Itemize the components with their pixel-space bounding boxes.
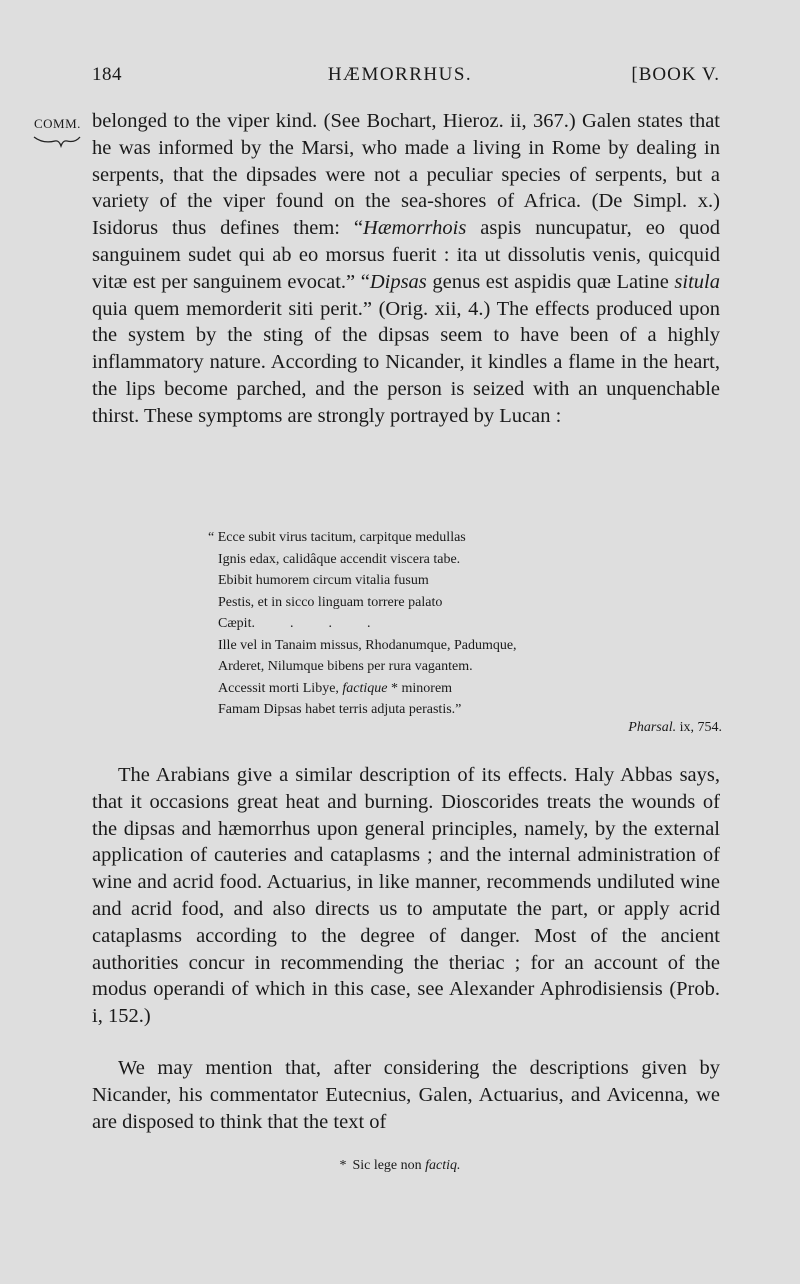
p1-italic-situla: situla [674, 270, 720, 293]
page-number: 184 [92, 64, 122, 85]
lucan-quotation [208, 527, 738, 721]
quote-line: Arderet, Nilumque bibens per rura vagantem. [218, 659, 473, 674]
quote-line8-italic: factique [342, 680, 388, 696]
quote-line: “ Ecce subit virus tacitum, carpitque medullas [208, 530, 466, 545]
book-label: [BOOK V. [631, 64, 720, 85]
footnote [0, 1158, 800, 1174]
p1-text-2: aspis nuncupatur, eo quod sanguinem sudet qui ab eo morsus fuerit : ita ut dissolutis venis, quicquid vitæ est per sanguinem evocat.” “ [92, 217, 720, 293]
quote-line: Ille vel in Tanaim missus, Rhodanumque, Padumque, [218, 637, 517, 653]
paragraph-commentary [92, 108, 720, 430]
paragraph-conclusion: We may mention that, after considering the descriptions given by Nicander, his commentator Eutecnius, Galen, Actuarius, and Avicenna, we are disposed to think that the text of [92, 1057, 720, 1133]
margin-brace-icon [33, 134, 81, 148]
quote-citation [628, 720, 722, 736]
p1-text-3: genus est aspidis quæ Latine [426, 270, 675, 293]
margin-note: COMM. [34, 116, 81, 131]
citation-work: Pharsal. [628, 720, 677, 735]
quote-line [218, 678, 738, 700]
footnote-italic: factiq. [425, 1158, 461, 1173]
running-title: HÆMORRHUS. [327, 64, 473, 85]
p1-text-4: quia quem memorderit siti perit.” (Orig. xii, 4.) The effects produced upon the system by the sting of the dipsas seem to have been of a highly inflammatory nature. According to Nicander, it kindles a flame in the heart, the lips become parched, and the person is seized with an unquenchable thirst. These symptoms are strongly portrayed by Lucan : [92, 297, 720, 427]
quote-line: Ignis edax, calidâque accendit viscera tabe. [218, 551, 461, 567]
quote-line: Pestis, et in sicco linguam torrere palato [218, 594, 443, 610]
quote-line: Ebibit humorem circum vitalia fusum [218, 573, 429, 588]
p1-italic-haemorrhois: Hæmorrhois [363, 217, 467, 240]
footnote-mark: * [339, 1158, 347, 1173]
p1-italic-dipsas: Dipsas [369, 270, 427, 293]
paragraph-arabians: The Arabians give a similar description of its effects. Haly Abbas says, that it occasions great heat and burning. Dioscorides treats the wounds of the dipsas and hæmorrhus upon general principles, namely, by the external application of cauteries and cataplasms ; and the internal administration of wine and acrid food. Actuarius, in like manner, recommends undiluted wine and acrid food, and also directs us to amputate the part, or apply acrid cataplasms according to the degree of danger. Most of the ancient authorities concur in recommending the theriac ; for an account of the modus operandi of which in this case, see Alexander Aphrodisiensis (Prob. i, 152.) [92, 764, 720, 1028]
quote-line8-a: Accessit morti Libye, [218, 680, 343, 696]
quote-line8-b: * minorem [387, 680, 453, 696]
quote-line: Famam Dipsas habet terris adjuta perastis.” [218, 702, 462, 717]
quote-line: Cæpit. . . . [218, 616, 371, 631]
p1-text-1: belonged to the viper kind. (See Bochart, Hieroz. ii, 367.) Galen states that he was informed by the Marsi, who made a living in Rome by dealing in serpents, that the dipsades were not a peculiar species of serpents, but a variety of the viper found on the sea-shores of Africa. (De Simpl. x.) Isidorus thus defines them: “ [92, 110, 720, 240]
footnote-text: Sic lege non [352, 1158, 426, 1173]
citation-ref: ix, 754. [676, 720, 722, 735]
